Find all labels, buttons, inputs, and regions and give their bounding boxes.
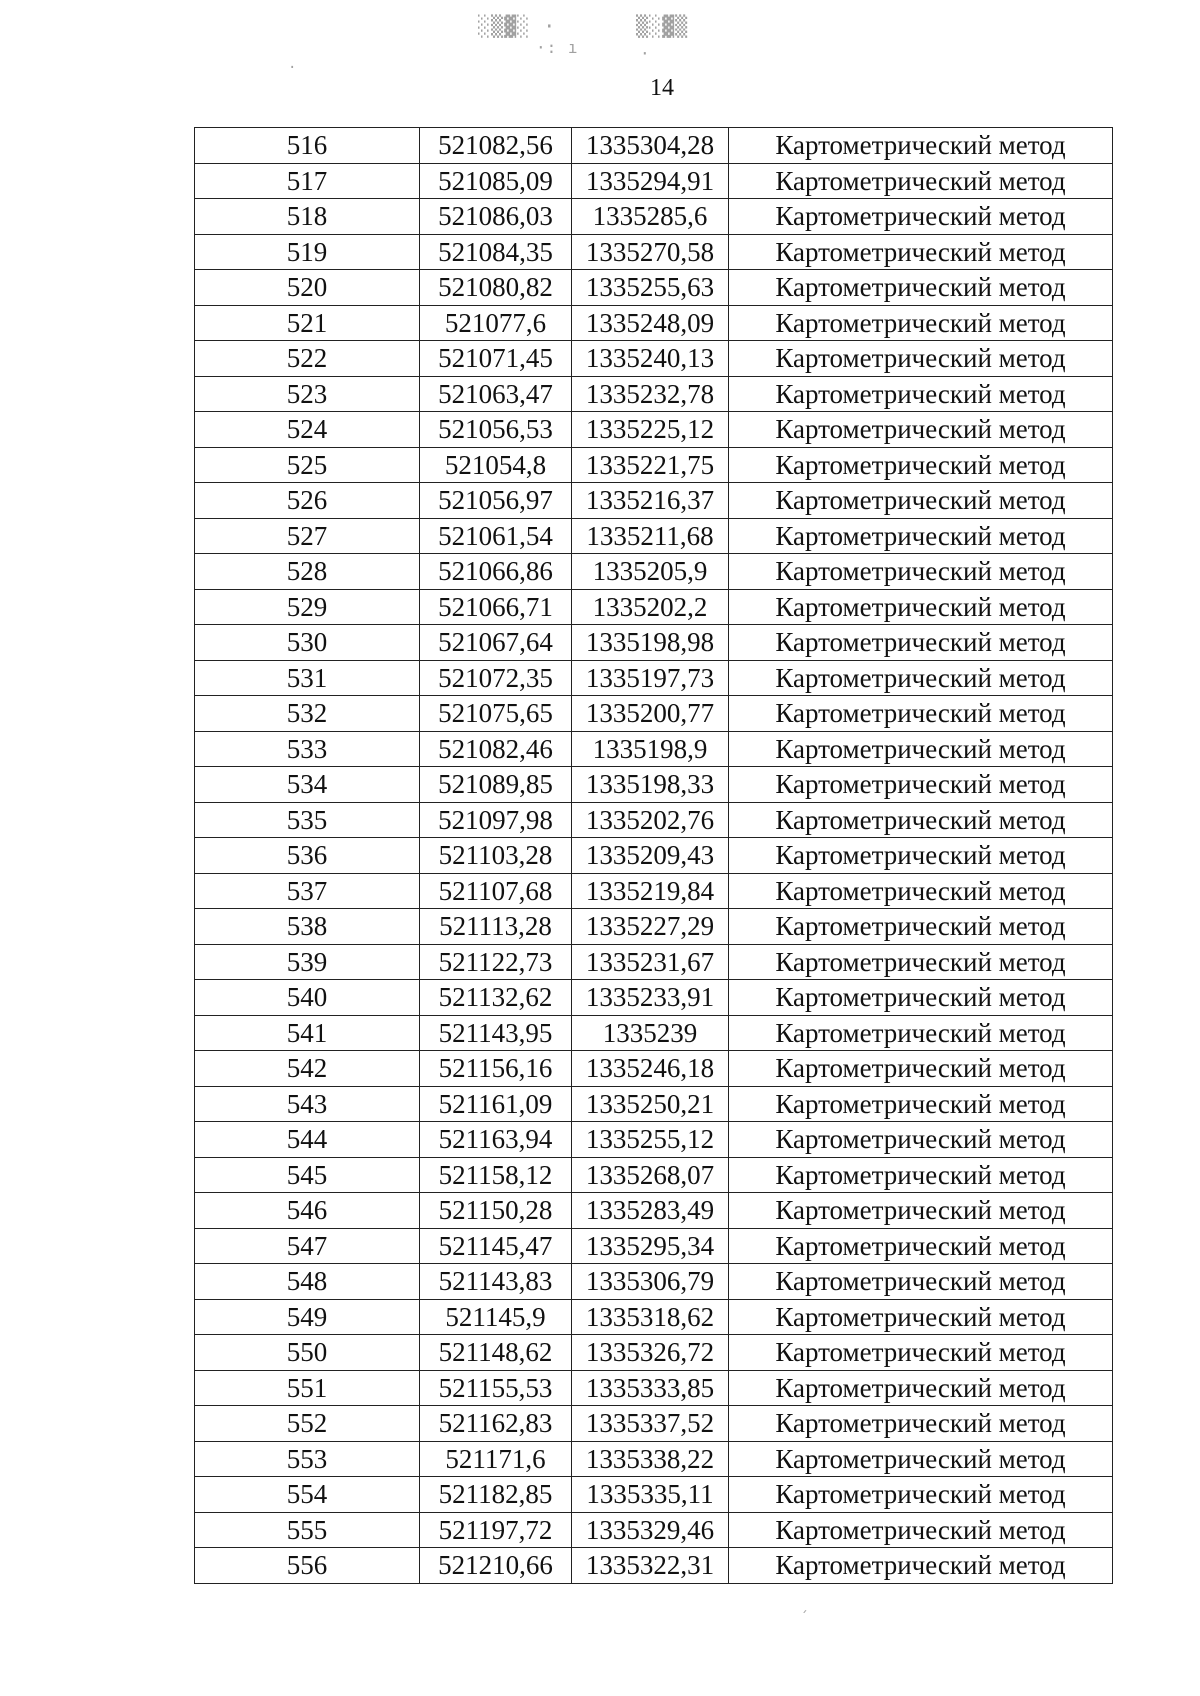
method-cell: Картометрический метод	[729, 163, 1113, 199]
x-coordinate-cell: 521089,85	[420, 767, 572, 803]
y-coordinate-cell: 1335337,52	[572, 1406, 729, 1442]
point-number-cell: 525	[195, 447, 420, 483]
method-cell: Картометрический метод	[729, 1441, 1113, 1477]
table-row	[195, 341, 1113, 377]
x-coordinate-cell: 521162,83	[420, 1406, 572, 1442]
x-coordinate-cell: 521063,47	[420, 376, 572, 412]
y-coordinate-cell: 1335205,9	[572, 554, 729, 590]
point-number-cell: 539	[195, 944, 420, 980]
x-coordinate-cell: 521171,6	[420, 1441, 572, 1477]
x-coordinate-cell: 521067,64	[420, 625, 572, 661]
method-cell: Картометрический метод	[729, 199, 1113, 235]
x-coordinate-cell: 521122,73	[420, 944, 572, 980]
table-row	[195, 873, 1113, 909]
y-coordinate-cell: 1335338,22	[572, 1441, 729, 1477]
point-number-cell: 553	[195, 1441, 420, 1477]
table-row	[195, 1051, 1113, 1087]
method-cell: Картометрический метод	[729, 589, 1113, 625]
page-number: 14	[650, 75, 674, 101]
method-cell: Картометрический метод	[729, 944, 1113, 980]
y-coordinate-cell: 1335248,09	[572, 305, 729, 341]
x-coordinate-cell: 521075,65	[420, 696, 572, 732]
x-coordinate-cell: 521082,56	[420, 128, 572, 164]
method-cell: Картометрический метод	[729, 518, 1113, 554]
x-coordinate-cell: 521158,12	[420, 1157, 572, 1193]
point-number-cell: 523	[195, 376, 420, 412]
method-cell: Картометрический метод	[729, 1335, 1113, 1371]
y-coordinate-cell: 1335270,58	[572, 234, 729, 270]
x-coordinate-cell: 521148,62	[420, 1335, 572, 1371]
x-coordinate-cell: 521145,47	[420, 1228, 572, 1264]
method-cell: Картометрический метод	[729, 696, 1113, 732]
x-coordinate-cell: 521182,85	[420, 1477, 572, 1513]
y-coordinate-cell: 1335198,9	[572, 731, 729, 767]
table-row	[195, 1264, 1113, 1300]
method-cell: Картометрический метод	[729, 731, 1113, 767]
point-number-cell: 527	[195, 518, 420, 554]
scan-noise-mark: ·	[288, 60, 298, 76]
method-cell: Картометрический метод	[729, 412, 1113, 448]
point-number-cell: 541	[195, 1015, 420, 1051]
x-coordinate-cell: 521056,53	[420, 412, 572, 448]
method-cell: Картометрический метод	[729, 980, 1113, 1016]
coordinates-table-body	[195, 128, 1113, 1584]
x-coordinate-cell: 521077,6	[420, 305, 572, 341]
point-number-cell: 534	[195, 767, 420, 803]
y-coordinate-cell: 1335233,91	[572, 980, 729, 1016]
method-cell: Картометрический метод	[729, 270, 1113, 306]
x-coordinate-cell: 521197,72	[420, 1512, 572, 1548]
y-coordinate-cell: 1335333,85	[572, 1370, 729, 1406]
table-row	[195, 1015, 1113, 1051]
x-coordinate-cell: 521086,03	[420, 199, 572, 235]
y-coordinate-cell: 1335202,2	[572, 589, 729, 625]
y-coordinate-cell: 1335255,12	[572, 1122, 729, 1158]
x-coordinate-cell: 521066,86	[420, 554, 572, 590]
y-coordinate-cell: 1335239	[572, 1015, 729, 1051]
y-coordinate-cell: 1335211,68	[572, 518, 729, 554]
y-coordinate-cell: 1335225,12	[572, 412, 729, 448]
method-cell: Картометрический метод	[729, 1370, 1113, 1406]
method-cell: Картометрический метод	[729, 1299, 1113, 1335]
x-coordinate-cell: 521210,66	[420, 1548, 572, 1584]
y-coordinate-cell: 1335285,6	[572, 199, 729, 235]
method-cell: Картометрический метод	[729, 1264, 1113, 1300]
table-row	[195, 1370, 1113, 1406]
table-row	[195, 802, 1113, 838]
point-number-cell: 518	[195, 199, 420, 235]
table-row	[195, 838, 1113, 874]
table-row	[195, 1335, 1113, 1371]
method-cell: Картометрический метод	[729, 909, 1113, 945]
x-coordinate-cell: 521163,94	[420, 1122, 572, 1158]
table-row	[195, 1299, 1113, 1335]
y-coordinate-cell: 1335231,67	[572, 944, 729, 980]
table-row	[195, 234, 1113, 270]
point-number-cell: 536	[195, 838, 420, 874]
point-number-cell: 519	[195, 234, 420, 270]
x-coordinate-cell: 521085,09	[420, 163, 572, 199]
method-cell: Картометрический метод	[729, 483, 1113, 519]
point-number-cell: 520	[195, 270, 420, 306]
y-coordinate-cell: 1335240,13	[572, 341, 729, 377]
method-cell: Картометрический метод	[729, 873, 1113, 909]
method-cell: Картометрический метод	[729, 1051, 1113, 1087]
method-cell: Картометрический метод	[729, 625, 1113, 661]
table-row	[195, 909, 1113, 945]
table-row	[195, 1228, 1113, 1264]
y-coordinate-cell: 1335250,21	[572, 1086, 729, 1122]
point-number-cell: 549	[195, 1299, 420, 1335]
table-row	[195, 554, 1113, 590]
point-number-cell: 526	[195, 483, 420, 519]
point-number-cell: 524	[195, 412, 420, 448]
method-cell: Картометрический метод	[729, 1157, 1113, 1193]
point-number-cell: 537	[195, 873, 420, 909]
method-cell: Картометрический метод	[729, 1228, 1113, 1264]
y-coordinate-cell: 1335322,31	[572, 1548, 729, 1584]
table-row	[195, 731, 1113, 767]
table-row	[195, 1441, 1113, 1477]
table-row	[195, 447, 1113, 483]
table-row	[195, 270, 1113, 306]
y-coordinate-cell: 1335197,73	[572, 660, 729, 696]
method-cell: Картометрический метод	[729, 1512, 1113, 1548]
point-number-cell: 544	[195, 1122, 420, 1158]
x-coordinate-cell: 521107,68	[420, 873, 572, 909]
method-cell: Картометрический метод	[729, 1548, 1113, 1584]
table-row	[195, 1122, 1113, 1158]
point-number-cell: 528	[195, 554, 420, 590]
y-coordinate-cell: 1335306,79	[572, 1264, 729, 1300]
y-coordinate-cell: 1335295,34	[572, 1228, 729, 1264]
method-cell: Картометрический метод	[729, 1015, 1113, 1051]
point-number-cell: 540	[195, 980, 420, 1016]
coordinates-table	[194, 127, 1113, 1584]
point-number-cell: 545	[195, 1157, 420, 1193]
point-number-cell: 530	[195, 625, 420, 661]
table-row	[195, 1477, 1113, 1513]
point-number-cell: 551	[195, 1370, 420, 1406]
x-coordinate-cell: 521097,98	[420, 802, 572, 838]
y-coordinate-cell: 1335202,76	[572, 802, 729, 838]
table-row	[195, 412, 1113, 448]
point-number-cell: 554	[195, 1477, 420, 1513]
y-coordinate-cell: 1335246,18	[572, 1051, 729, 1087]
y-coordinate-cell: 1335227,29	[572, 909, 729, 945]
x-coordinate-cell: 521113,28	[420, 909, 572, 945]
y-coordinate-cell: 1335198,98	[572, 625, 729, 661]
y-coordinate-cell: 1335209,43	[572, 838, 729, 874]
x-coordinate-cell: 521103,28	[420, 838, 572, 874]
y-coordinate-cell: 1335255,63	[572, 270, 729, 306]
method-cell: Картометрический метод	[729, 447, 1113, 483]
table-row	[195, 660, 1113, 696]
method-cell: Картометрический метод	[729, 1193, 1113, 1229]
method-cell: Картометрический метод	[729, 234, 1113, 270]
method-cell: Картометрический метод	[729, 767, 1113, 803]
y-coordinate-cell: 1335294,91	[572, 163, 729, 199]
table-row	[195, 1157, 1113, 1193]
scan-noise-mark: ·	[640, 44, 651, 63]
y-coordinate-cell: 1335326,72	[572, 1335, 729, 1371]
table-row	[195, 696, 1113, 732]
point-number-cell: 555	[195, 1512, 420, 1548]
x-coordinate-cell: 521143,83	[420, 1264, 572, 1300]
scan-noise-mark: ░▒▓░ ·	[478, 14, 557, 38]
x-coordinate-cell: 521054,8	[420, 447, 572, 483]
x-coordinate-cell: 521161,09	[420, 1086, 572, 1122]
table-row	[195, 1512, 1113, 1548]
y-coordinate-cell: 1335318,62	[572, 1299, 729, 1335]
point-number-cell: 547	[195, 1228, 420, 1264]
table-row	[195, 1193, 1113, 1229]
table-row	[195, 1406, 1113, 1442]
table-row	[195, 767, 1113, 803]
method-cell: Картометрический метод	[729, 802, 1113, 838]
method-cell: Картометрический метод	[729, 554, 1113, 590]
method-cell: Картометрический метод	[729, 128, 1113, 164]
table-row	[195, 128, 1113, 164]
x-coordinate-cell: 521084,35	[420, 234, 572, 270]
table-row	[195, 1548, 1113, 1584]
method-cell: Картометрический метод	[729, 1086, 1113, 1122]
y-coordinate-cell: 1335221,75	[572, 447, 729, 483]
point-number-cell: 516	[195, 128, 420, 164]
y-coordinate-cell: 1335200,77	[572, 696, 729, 732]
point-number-cell: 548	[195, 1264, 420, 1300]
scan-noise-mark: ▒░▓▒	[636, 14, 689, 38]
x-coordinate-cell: 521066,71	[420, 589, 572, 625]
table-row	[195, 944, 1113, 980]
point-number-cell: 522	[195, 341, 420, 377]
method-cell: Картометрический метод	[729, 341, 1113, 377]
x-coordinate-cell: 521145,9	[420, 1299, 572, 1335]
point-number-cell: 517	[195, 163, 420, 199]
x-coordinate-cell: 521071,45	[420, 341, 572, 377]
method-cell: Картометрический метод	[729, 305, 1113, 341]
method-cell: Картометрический метод	[729, 376, 1113, 412]
table-row	[195, 163, 1113, 199]
table-row	[195, 199, 1113, 235]
table-row	[195, 483, 1113, 519]
x-coordinate-cell: 521155,53	[420, 1370, 572, 1406]
y-coordinate-cell: 1335304,28	[572, 128, 729, 164]
x-coordinate-cell: 521132,62	[420, 980, 572, 1016]
table-row	[195, 518, 1113, 554]
y-coordinate-cell: 1335329,46	[572, 1512, 729, 1548]
method-cell: Картометрический метод	[729, 1122, 1113, 1158]
point-number-cell: 538	[195, 909, 420, 945]
x-coordinate-cell: 521061,54	[420, 518, 572, 554]
method-cell: Картометрический метод	[729, 660, 1113, 696]
method-cell: Картометрический метод	[729, 1477, 1113, 1513]
point-number-cell: 533	[195, 731, 420, 767]
y-coordinate-cell: 1335268,07	[572, 1157, 729, 1193]
point-number-cell: 556	[195, 1548, 420, 1584]
method-cell: Картометрический метод	[729, 1406, 1113, 1442]
y-coordinate-cell: 1335283,49	[572, 1193, 729, 1229]
x-coordinate-cell: 521072,35	[420, 660, 572, 696]
y-coordinate-cell: 1335232,78	[572, 376, 729, 412]
point-number-cell: 543	[195, 1086, 420, 1122]
x-coordinate-cell: 521056,97	[420, 483, 572, 519]
y-coordinate-cell: 1335219,84	[572, 873, 729, 909]
table-row	[195, 376, 1113, 412]
x-coordinate-cell: 521150,28	[420, 1193, 572, 1229]
y-coordinate-cell: 1335335,11	[572, 1477, 729, 1513]
point-number-cell: 531	[195, 660, 420, 696]
table-row	[195, 305, 1113, 341]
point-number-cell: 532	[195, 696, 420, 732]
table-row	[195, 625, 1113, 661]
point-number-cell: 529	[195, 589, 420, 625]
x-coordinate-cell: 521080,82	[420, 270, 572, 306]
y-coordinate-cell: 1335198,33	[572, 767, 729, 803]
point-number-cell: 546	[195, 1193, 420, 1229]
table-row	[195, 1086, 1113, 1122]
point-number-cell: 535	[195, 802, 420, 838]
x-coordinate-cell: 521143,95	[420, 1015, 572, 1051]
point-number-cell: 550	[195, 1335, 420, 1371]
x-coordinate-cell: 521082,46	[420, 731, 572, 767]
point-number-cell: 521	[195, 305, 420, 341]
method-cell: Картометрический метод	[729, 838, 1113, 874]
x-coordinate-cell: 521156,16	[420, 1051, 572, 1087]
scan-noise-mark: ´	[800, 1610, 810, 1626]
point-number-cell: 552	[195, 1406, 420, 1442]
scan-noise-mark: ·: ı	[536, 38, 579, 57]
table-row	[195, 980, 1113, 1016]
point-number-cell: 542	[195, 1051, 420, 1087]
table-row	[195, 589, 1113, 625]
y-coordinate-cell: 1335216,37	[572, 483, 729, 519]
